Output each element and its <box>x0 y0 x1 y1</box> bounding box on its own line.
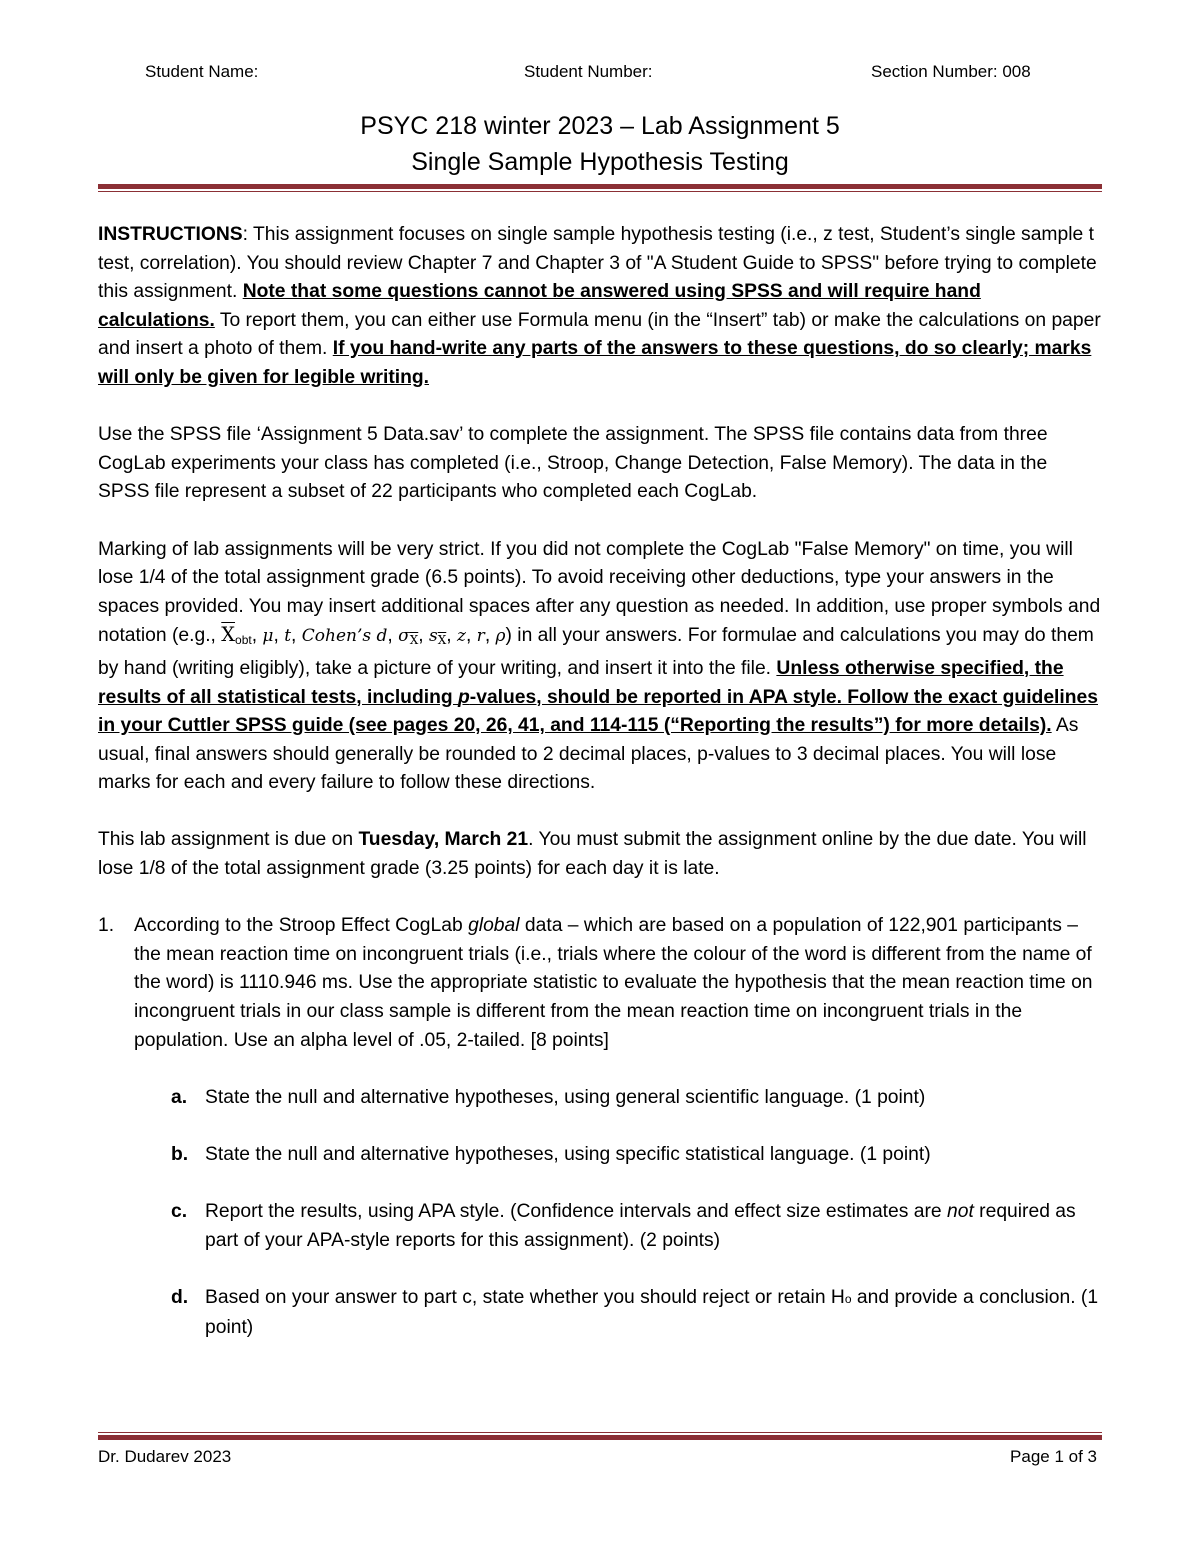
legible-writing-note: If you hand-write any parts of the answers to these questions, do so clearly; marks will only be given for legible writing. <box>98 338 1092 388</box>
question-1b: b. State the null and alternative hypotheses, using specific statistical language. (1 point) <box>171 1144 931 1165</box>
page-number: Page 1 of 3 <box>1010 1447 1097 1466</box>
data-file-paragraph: Use the SPSS file ‘Assignment 5 Data.sav’ to complete the assignment. The SPSS file contains data from three CogLab experiments your class has completed (i.e., Stroop, Change Detection, False Memory). The data in the SPSS file represent a subset of 22 participants who completed each CogLab. <box>98 424 1048 503</box>
apa-style-note: Unless otherwise specified, the results of all statistical tests, including p-values, should be reported in APA style. Follow the exact guidelines in your Cuttler SPSS guide (see pages 20, 26, 41, and 114-115 (“Reporting the results”) for more details). <box>98 657 1098 737</box>
section-number-label: Section Number: 008 <box>871 62 1031 81</box>
sigma-symbol: σ <box>398 626 410 647</box>
question-number: 1. <box>98 915 115 937</box>
due-date-paragraph: This lab assignment is due on Tuesday, March 21. You must submit the assignment online by the due date. You will lose 1/8 of the total assignment grade (3.25 points) for each day it is late. <box>98 829 1087 880</box>
rho-symbol: ρ <box>495 626 506 647</box>
page-header <box>0 58 1200 86</box>
student-name-label: Student Name: <box>145 62 259 81</box>
cohens-d-symbol: Cohen’s d <box>301 626 388 647</box>
footer-author: Dr. Dudarev 2023 <box>98 1447 232 1466</box>
question-1d: d. Based on your answer to part c, state whether you should reject or retain Ho and provide a conclusion. (1 point) <box>171 1286 1099 1338</box>
instructions-paragraph: INSTRUCTIONS: This assignment focuses on single sample hypothesis testing (i.e., z test, Student’s single sample t test, correlation). You should review Chapter 7 and Chapter 3 of "A Student Guide to SPSS" before trying to complete this assignment. Note that some questions cannot be answered using SPSS and will require hand calculations. To report them, you can either use Formula menu (in the “Insert” tab) or make the calculations on paper and insert a photo of them. If you hand-write any parts of the answers to these questions, do so clearly; marks will only be given for legible writing. <box>98 224 1101 388</box>
question-1: 1. According to the Stroop Effect CogLab global data – which are based on a population of 122,901 participants – the mean reaction time on incongruent trials (i.e., trials where the colour of the word is different from the name of the word) is 1110.946 ms. Use the appropriate statistic to evaluate the hypothesis that the mean reaction time on incongruent trials in our class sample is different from the mean reaction time on incongruent trials in the population. Use an alpha level of .05, 2-tailed. [8 points] <box>98 912 1102 1055</box>
student-number-label: Student Number: <box>524 62 653 81</box>
document-title <box>98 108 1102 180</box>
hand-calc-note: Note that some questions cannot be answered using SPSS and will require hand calculations. <box>98 281 981 331</box>
t-symbol: t <box>284 626 292 647</box>
document-body <box>98 221 1102 1371</box>
question-1c: c. Report the results, using APA style. (Confidence intervals and effect size estimates are not required as part of your APA-style reports for this assignment). (2 points) <box>171 1201 1076 1251</box>
s-symbol: s <box>428 626 438 647</box>
title-line-1: PSYC 218 winter 2023 – Lab Assignment 5 <box>360 112 840 140</box>
footer-divider <box>98 1430 1102 1440</box>
title-line-2: Single Sample Hypothesis Testing <box>411 148 789 176</box>
xbar-symbol: $\overline{X}$ <box>221 623 236 647</box>
z-symbol: z <box>456 626 466 647</box>
r-symbol: r <box>476 626 485 647</box>
mu-symbol: μ <box>262 626 274 647</box>
title-divider <box>98 184 1102 192</box>
instructions-label: INSTRUCTIONS <box>98 224 243 245</box>
question-1a: a. State the null and alternative hypotheses, using general scientific language. (1 point) <box>171 1086 926 1108</box>
marking-paragraph: Marking of lab assignments will be very strict. If you did not complete the CogLab "False Memory" on time, you will lose 1/4 of the total assignment grade (6.5 points). To avoid receiving other deductions, type your answers in the spaces provided. You may insert additional spaces after any question as needed. In addition, use proper symbols and notation (e.g., $\overline{X}_{obt}$, μ, t, Cohen’s d, $\sigma_{\overline{X}}$, $s_{\overline{X}}$, z, r, ρ) in all your answers. For formulae and calculations you may do them by hand (writing eligibly), take a picture of your writing, and insert it into the file. Unless otherwise specified, the results of all statistical tests, including p-values, should be reported in APA style. Follow the exact guidelines in your Cuttler SPSS guide (see pages 20, 26, 41, and 114-115 (“Reporting the results”) for more details). As usual, final answers should generally be rounded to 2 decimal places, p-values to 3 decimal places. You will lose marks for each and every failure to follow these directions. <box>98 538 1101 794</box>
due-date: Tuesday, March 21 <box>358 829 529 851</box>
